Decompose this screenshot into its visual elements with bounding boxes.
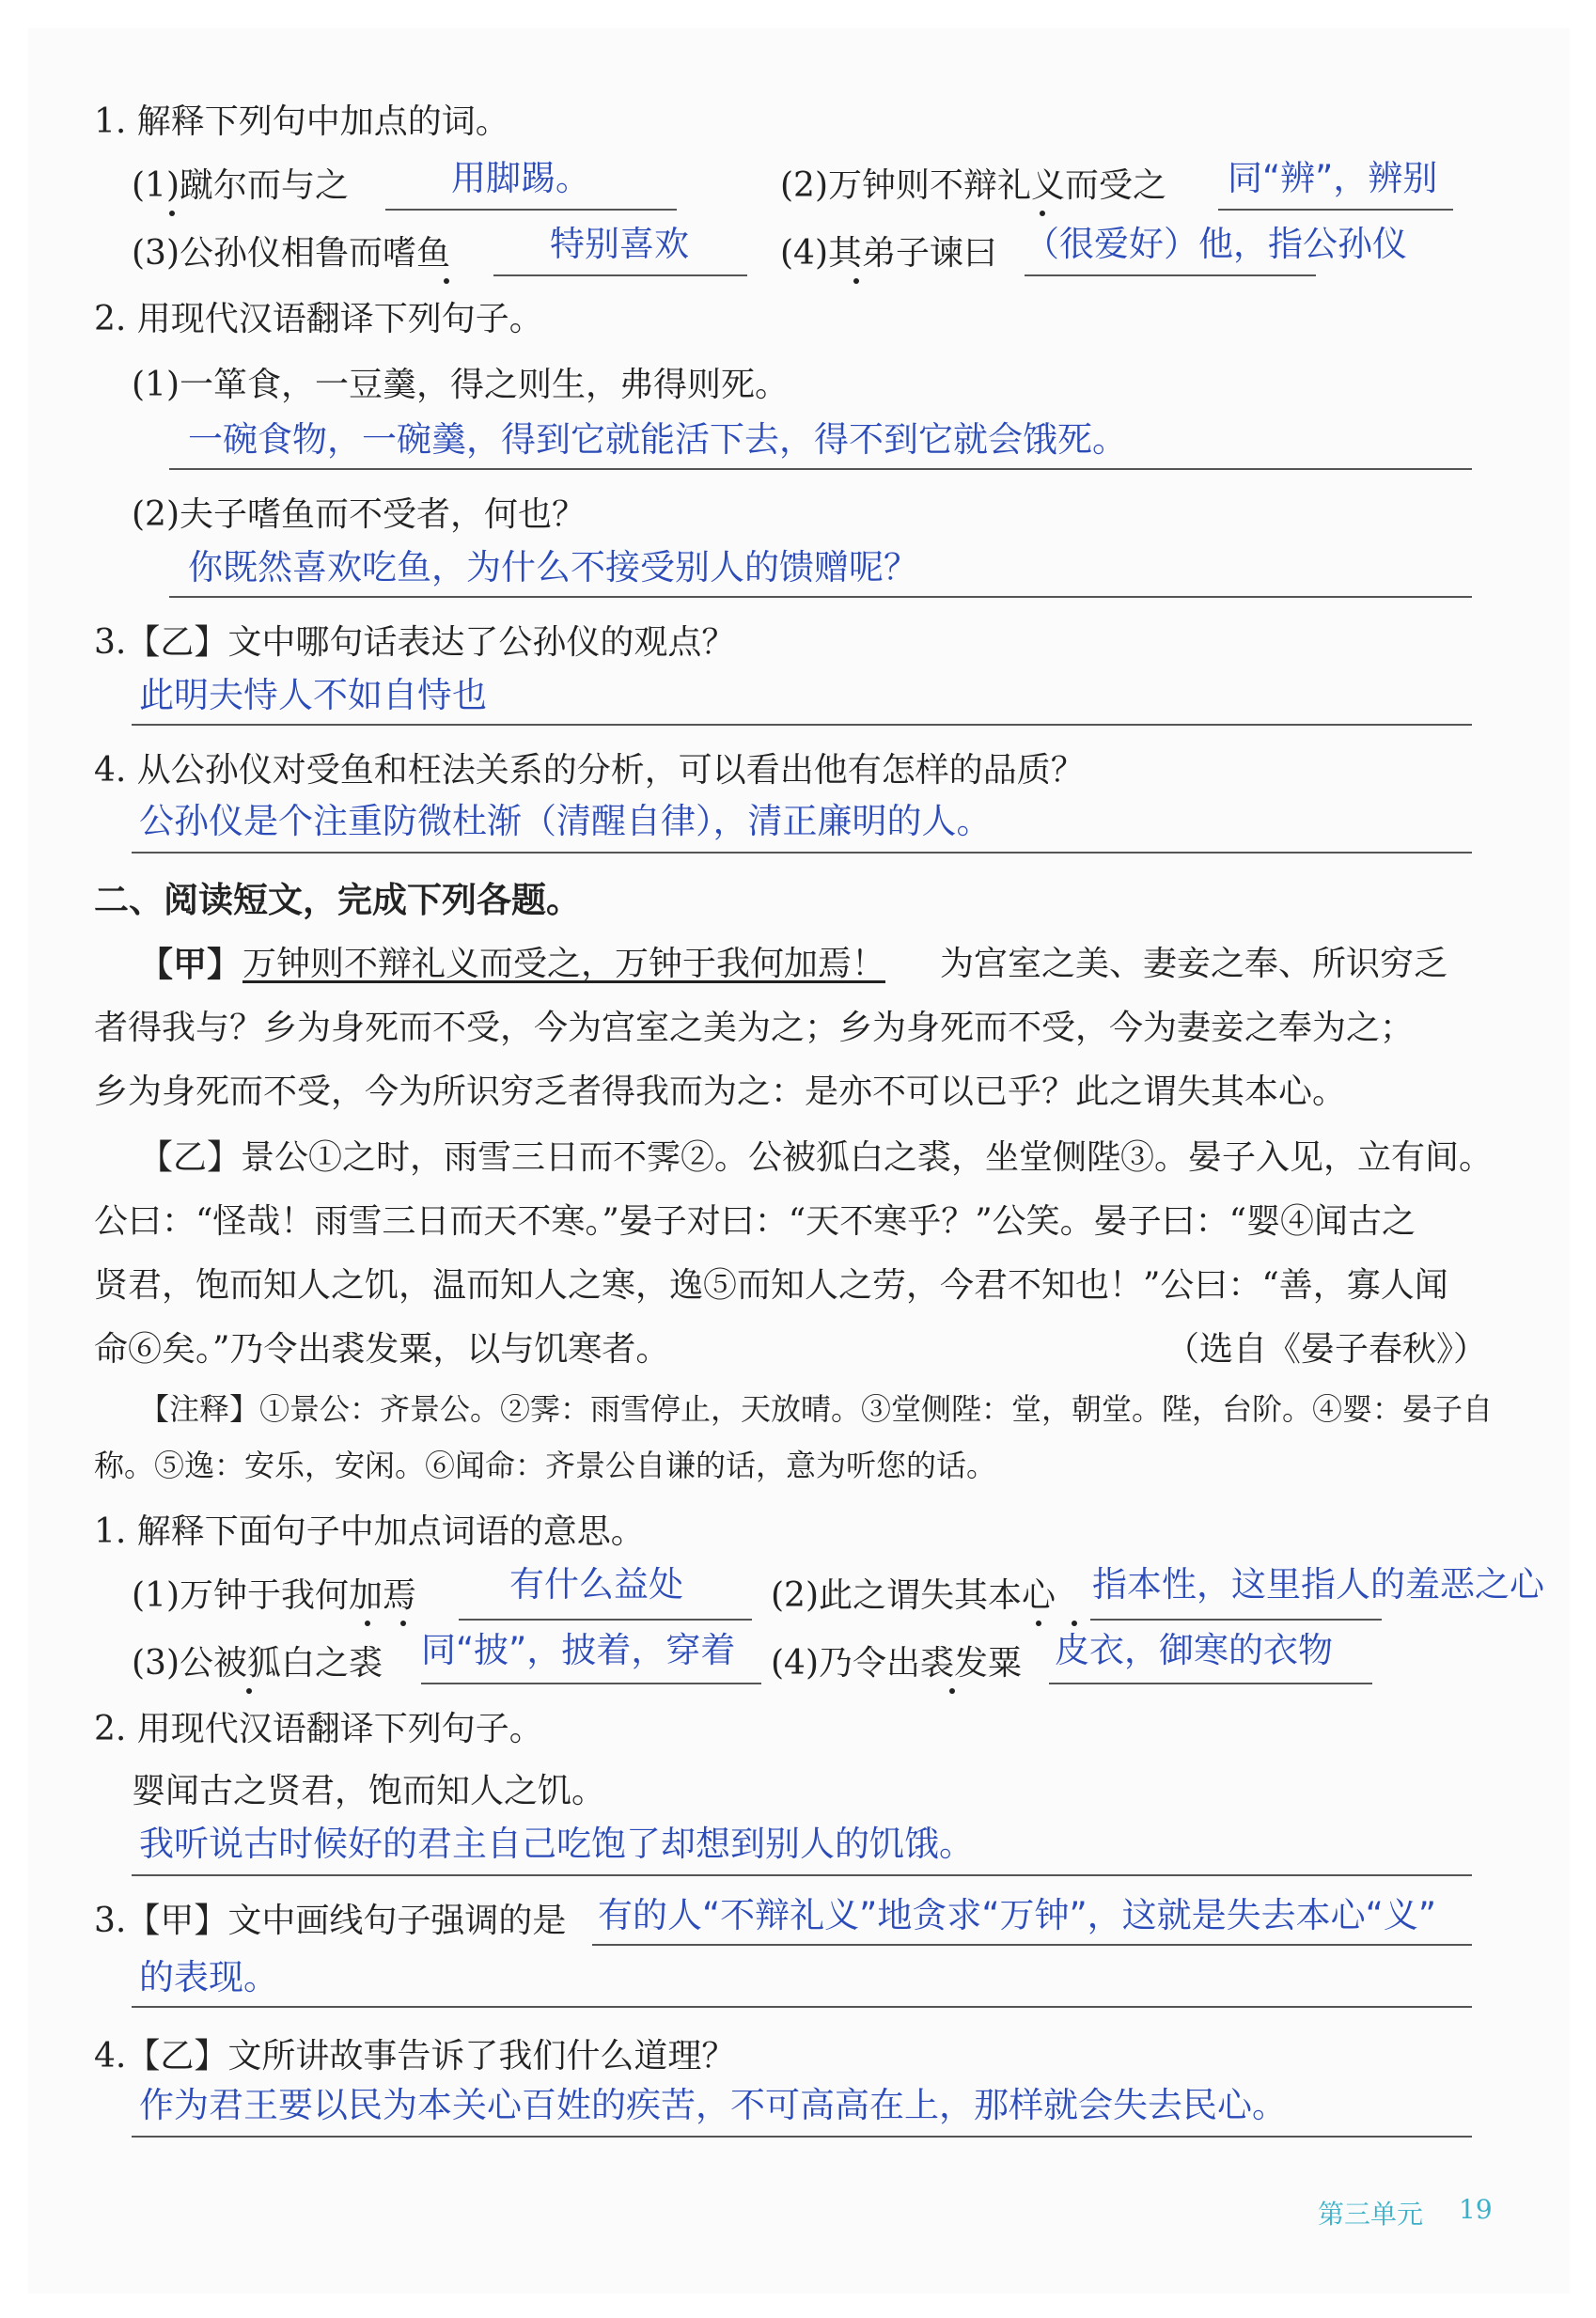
answer-line: [1049, 1683, 1372, 1684]
yi-line1: 【乙】景公①之时，雨雪三日而不霁②。公被狐白之裘，坐堂侧陛③。晏子入见，立有间。: [139, 1138, 1494, 1177]
answer-line: [1025, 274, 1316, 276]
p1-q4-answer: 公孙仪是个注重防微杜渐（清醒自律），清正廉明的人。: [139, 801, 992, 841]
emphasis-dot: [169, 211, 175, 216]
p1-q1-item1-prompt: (1)蹴尔而与之: [132, 166, 349, 205]
p2-q2-title: 2. 用现代汉语翻译下列句子。: [94, 1710, 543, 1748]
answer-line: [421, 1683, 761, 1684]
answer-line: [132, 2006, 1472, 2008]
emphasis-dot: [1072, 1621, 1077, 1626]
p1-q1-item2-prompt: (2)万钟则不辩礼义而受之: [780, 166, 1166, 205]
p1-q1-item3-prompt: (3)公孙仪相鲁而嗜鱼: [132, 234, 450, 273]
p2-q1-item4-answer: 皮衣，御寒的衣物: [1055, 1630, 1333, 1670]
p2-heading: 二、阅读短文，完成下列各题。: [94, 880, 581, 920]
jia-line3: 乡为身死而不受，今为所识穷乏者得我而为之：是亦不可以已乎？此之谓失其本心。: [94, 1073, 1347, 1111]
p2-q1-item2-answer: 指本性，这里指人的羞恶之心: [1092, 1564, 1544, 1605]
p2-q1-item3-answer: 同“披”，披着，穿着: [421, 1630, 736, 1670]
answer-line: [132, 2136, 1472, 2138]
p1-q1-item4-answer: （很爱好）他，指公孙仪: [1025, 224, 1407, 264]
emphasis-dot: [853, 278, 859, 284]
answer-line: [385, 209, 677, 211]
answer-line: [169, 596, 1472, 598]
answer-line: [459, 1619, 752, 1621]
p2-q3-answer-line2: 的表现。: [139, 1957, 278, 1997]
yi-line2: 公曰：“怪哉！雨雪三日而天不寒。”晏子对曰：“天不寒乎？”公笑。晏子曰：“婴④闻古之: [94, 1202, 1416, 1241]
yi-line4: 命⑥矣。”乃令出裘发粟，以与饥寒者。: [94, 1330, 670, 1369]
answer-line: [132, 724, 1472, 726]
answer-line: [132, 1874, 1472, 1876]
answer-line: [1090, 1619, 1382, 1621]
p2-q1-item1-prompt: (1)万钟于我何加焉: [132, 1576, 416, 1615]
p2-q1-item1-answer: 有什么益处: [509, 1564, 683, 1605]
notes-line2: 称。⑤逸：安乐，安闲。⑥闻命：齐景公自谦的话，意为听您的话。: [94, 1448, 997, 1483]
p2-q1-item4-prompt: (4)乃令出裘发粟: [771, 1644, 1022, 1683]
emphasis-dot: [365, 1621, 370, 1626]
emphasis-dot: [949, 1688, 955, 1694]
p1-q2-item1-prompt: (1)一箪食，一豆羹，得之则生，弗得则死。: [132, 366, 789, 404]
emphasis-dot: [1036, 1621, 1041, 1626]
p2-q2-answer: 我听说古时候好的君主自己吃饱了却想到别人的饥饿。: [139, 1824, 974, 1864]
notes-line1: 【注释】①景公：齐景公。②霁：雨雪停止，天放晴。③堂侧陛：堂，朝堂。陛，台阶。④婴：晏子自: [139, 1391, 1494, 1427]
jia-line1-rest: 为宫室之美、妻妾之奉、所识穷乏: [940, 945, 1448, 983]
p1-q1-item1-answer: 用脚踢。: [451, 158, 590, 198]
p1-q2-title: 2. 用现代汉语翻译下列句子。: [94, 300, 543, 338]
emphasis-dot: [246, 1688, 252, 1694]
emphasis-dot: [1040, 211, 1045, 216]
p2-q1-item3-prompt: (3)公被狐白之裘: [132, 1644, 383, 1683]
answer-line: [1218, 209, 1453, 211]
p1-q1-item2-answer: 同“辨”，辨别: [1228, 158, 1438, 198]
jia-line2: 者得我与？乡为身死而不受，今为宫室之美为之；乡为身死而不受，今为妻妾之奉为之；: [94, 1009, 1415, 1047]
jia-label: 【甲】: [139, 945, 242, 983]
p1-q3-answer: 此明夫恃人不如自恃也: [139, 675, 487, 715]
p1-q2-item1-answer: 一碗食物，一碗羹，得到它就能活下去，得不到它就会饿死。: [188, 419, 1127, 460]
p2-q3-title: 3.【甲】文中画线句子强调的是: [94, 1902, 567, 1940]
jia-underlined-sentence: 万钟则不辩礼义而受之，万钟于我何加焉！: [243, 945, 886, 983]
yi-line3: 贤君，饱而知人之饥，温而知人之寒，逸⑤而知人之劳，今君不知也！”公曰：“善，寡人闻: [94, 1266, 1448, 1305]
answer-line: [592, 1944, 1472, 1946]
p1-q1-item4-prompt: (4)其弟子谏曰: [780, 234, 997, 273]
p2-q4-title: 4.【乙】文所讲故事告诉了我们什么道理？: [94, 2037, 736, 2075]
answer-line: [493, 274, 747, 276]
p2-q1-title: 1. 解释下面句子中加点词语的意思。: [94, 1512, 645, 1551]
p2-q1-item2-prompt: (2)此之谓失其本心: [771, 1576, 1056, 1615]
answer-line: [132, 852, 1472, 854]
emphasis-dot: [444, 278, 449, 284]
p1-q1-title: 1. 解释下列句中加点的词。: [94, 102, 509, 141]
unit-label: 第三单元: [1318, 2199, 1424, 2230]
p2-q2-sentence: 婴闻古之贤君，饱而知人之饥。: [132, 1772, 606, 1810]
answer-line: [169, 468, 1472, 470]
yi-source: （选自《晏子春秋》）: [1166, 1330, 1488, 1369]
p1-q3-title: 3.【乙】文中哪句话表达了公孙仪的观点？: [94, 623, 736, 662]
p1-q4-title: 4. 从公孙仪对受鱼和枉法关系的分析，可以看出他有怎样的品质？: [94, 751, 1085, 790]
page-number: 19: [1459, 2194, 1493, 2225]
p1-q2-item2-prompt: (2)夫子嗜鱼而不受者，何也？: [132, 495, 586, 534]
p2-q4-answer: 作为君王要以民为本关心百姓的疾苦，不可高高在上，那样就会失去民心。: [139, 2085, 1287, 2125]
p2-q3-answer-line1: 有的人“不辩礼义”地贪求“万钟”，这就是失去本心“义”: [598, 1895, 1437, 1935]
p1-q2-item2-answer: 你既然喜欢吃鱼，为什么不接受别人的馈赠呢？: [188, 547, 918, 587]
p1-q1-item3-answer: 特别喜欢: [550, 224, 689, 264]
emphasis-dot: [400, 1621, 406, 1626]
